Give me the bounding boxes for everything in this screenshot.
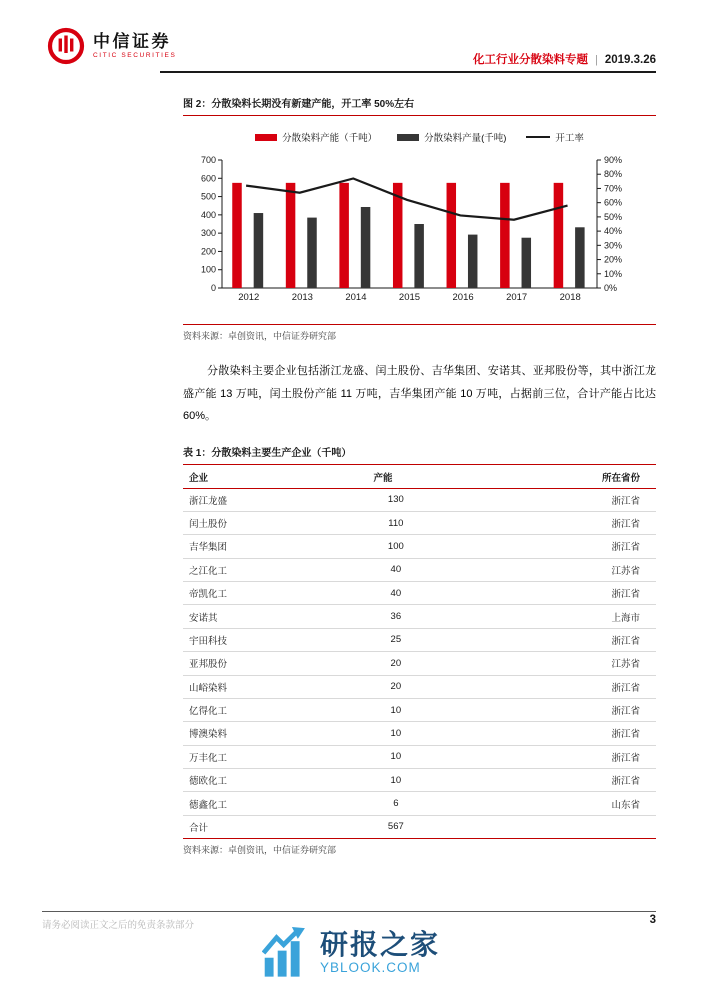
table-cell: 德鑫化工 bbox=[183, 792, 367, 815]
table-row bbox=[183, 511, 656, 534]
table-row bbox=[183, 769, 656, 792]
bars-series-0 bbox=[232, 183, 563, 288]
body-paragraph: 分散染料主要企业包括浙江龙盛、闰土股份、吉华集团、安诺其、亚邦股份等，其中浙江龙盛产能 13 万吨，闰土股份产能 11 万吨，吉华集团产能 10 万吨，占据前三位，合计产能占比达 60%。 bbox=[183, 365, 656, 422]
table-cell: 上海市 bbox=[424, 605, 656, 628]
legend-swatch-2 bbox=[526, 136, 550, 138]
table-cell: 20 bbox=[367, 675, 424, 698]
table-cell: 吉华集团 bbox=[183, 535, 367, 558]
chart bbox=[183, 152, 656, 307]
table-cell: 110 bbox=[367, 511, 424, 534]
table-cell: 德欧化工 bbox=[183, 769, 367, 792]
x-axis-tick-label: 2013 bbox=[291, 292, 313, 302]
table-cell: 亚邦股份 bbox=[183, 652, 367, 675]
table-row bbox=[183, 792, 656, 815]
main-content bbox=[183, 95, 656, 856]
y2-axis-tick-label: 50% bbox=[604, 211, 623, 222]
table-row bbox=[183, 745, 656, 768]
citic-logo-icon bbox=[46, 26, 86, 66]
x-axis-tick-label: 2014 bbox=[345, 292, 367, 302]
watermark-chart-icon bbox=[262, 927, 310, 979]
y2-axis-tick-label: 20% bbox=[604, 254, 623, 265]
table-cell: 之江化工 bbox=[183, 558, 367, 581]
table-row bbox=[183, 675, 656, 698]
logo-en: CITIC SECURITIES bbox=[93, 52, 177, 59]
legend-item bbox=[526, 130, 584, 144]
legend-label: 分散染料产能（千吨） bbox=[282, 133, 378, 144]
title-divider: | bbox=[594, 54, 598, 66]
y2-axis-tick-label: 60% bbox=[604, 197, 623, 208]
x-axis-tick-label: 2015 bbox=[398, 292, 421, 302]
table-cell: 万丰化工 bbox=[183, 745, 367, 768]
total-row bbox=[183, 815, 656, 838]
table-cell: 10 bbox=[367, 745, 424, 768]
table-header-row bbox=[183, 465, 656, 489]
footer-rule bbox=[42, 911, 656, 912]
figure-caption: 图 2：分散染料长期没有新建产能，开工率 50%左右 bbox=[183, 95, 656, 116]
header-rule bbox=[160, 71, 656, 73]
table-cell: 20 bbox=[367, 652, 424, 675]
y-axis-tick-label: 100 bbox=[200, 264, 216, 275]
legend-swatch-1 bbox=[397, 134, 419, 141]
watermark bbox=[262, 927, 440, 979]
legend-item bbox=[397, 130, 506, 144]
table-cell: 130 bbox=[367, 488, 424, 511]
table-row bbox=[183, 488, 656, 511]
table-cell: 江苏省 bbox=[424, 558, 656, 581]
table-cell: 亿得化工 bbox=[183, 698, 367, 721]
table-cell: 10 bbox=[367, 698, 424, 721]
figure-source: 资料来源：卓创资讯，中信证券研究部 bbox=[183, 331, 337, 341]
table-row bbox=[183, 605, 656, 628]
table-cell: 浙江省 bbox=[424, 582, 656, 605]
chart-legend bbox=[183, 130, 656, 144]
x-axis-tick-label: 2017 bbox=[506, 292, 528, 302]
table-cell: 浙江省 bbox=[424, 769, 656, 792]
y2-axis-tick-label: 10% bbox=[604, 268, 623, 279]
report-title: 化工行业分散染料专题 bbox=[472, 54, 588, 66]
y-axis-tick-label: 300 bbox=[200, 228, 216, 239]
column-header: 产能 bbox=[367, 465, 424, 489]
table-cell: 浙江省 bbox=[424, 628, 656, 651]
company-table bbox=[183, 465, 656, 840]
table-cell: 6 bbox=[367, 792, 424, 815]
table-cell: 40 bbox=[367, 582, 424, 605]
table-cell: 10 bbox=[367, 769, 424, 792]
x-axis-tick-label: 2012 bbox=[238, 292, 260, 302]
table-cell: 江苏省 bbox=[424, 652, 656, 675]
footer-disclaimer: 请务必阅读正文之后的免责条款部分 bbox=[42, 920, 195, 931]
column-header: 所在省份 bbox=[424, 465, 656, 489]
y2-axis-tick-label: 30% bbox=[604, 240, 623, 251]
page-number: 3 bbox=[649, 914, 656, 926]
table-row bbox=[183, 558, 656, 581]
y-axis-tick-label: 200 bbox=[200, 246, 216, 257]
table-row bbox=[183, 722, 656, 745]
table-row bbox=[183, 698, 656, 721]
y-axis-tick-label: 600 bbox=[200, 173, 216, 184]
table-cell: 山东省 bbox=[424, 792, 656, 815]
y2-axis-tick-label: 80% bbox=[604, 169, 623, 180]
table-1 bbox=[183, 444, 656, 857]
bars-series-1 bbox=[254, 207, 585, 288]
table-cell: 25 bbox=[367, 628, 424, 651]
table-cell: 闰土股份 bbox=[183, 511, 367, 534]
y-axis-tick-label: 400 bbox=[200, 209, 216, 220]
y2-axis-tick-label: 70% bbox=[604, 183, 623, 194]
table-cell: 山峪染料 bbox=[183, 675, 367, 698]
watermark-url: YBLOOK.COM bbox=[319, 960, 421, 975]
figure-2 bbox=[183, 95, 656, 342]
header-title-block bbox=[473, 51, 656, 67]
table-cell: 浙江省 bbox=[424, 675, 656, 698]
table-cell: 10 bbox=[367, 722, 424, 745]
legend-item bbox=[255, 130, 377, 144]
table-cell: 浙江省 bbox=[424, 722, 656, 745]
table-cell: 帝凯化工 bbox=[183, 582, 367, 605]
x-axis-tick-label: 2018 bbox=[559, 292, 581, 302]
table-cell: 36 bbox=[367, 605, 424, 628]
column-header: 企业 bbox=[183, 465, 367, 489]
table-cell: 浙江省 bbox=[424, 488, 656, 511]
report-date: 2019.3.26 bbox=[604, 54, 656, 66]
logo-cn: 中信证券 bbox=[93, 32, 171, 51]
table-cell: 浙江省 bbox=[424, 535, 656, 558]
y-axis-tick-label: 500 bbox=[200, 191, 216, 202]
table-cell: 安诺其 bbox=[183, 605, 367, 628]
table-row bbox=[183, 535, 656, 558]
chart-svg bbox=[183, 152, 656, 302]
y2-axis-tick-label: 0% bbox=[604, 283, 618, 293]
table-cell: 浙江省 bbox=[424, 745, 656, 768]
table-cell: 博澳染料 bbox=[183, 722, 367, 745]
y2-axis-tick-label: 40% bbox=[604, 226, 623, 237]
legend-label: 开工率 bbox=[555, 133, 584, 144]
y-axis-tick-label: 0 bbox=[210, 283, 216, 293]
table-cell: 浙江龙盛 bbox=[183, 488, 367, 511]
y2-axis-tick-label: 90% bbox=[604, 155, 623, 165]
citic-logo bbox=[46, 26, 176, 66]
table-cell: 浙江省 bbox=[424, 698, 656, 721]
table-cell: 40 bbox=[367, 558, 424, 581]
x-axis-tick-label: 2016 bbox=[452, 292, 474, 302]
watermark-title: 研报之家 bbox=[319, 929, 441, 960]
chart-axes bbox=[218, 160, 601, 288]
y-axis-tick-label: 700 bbox=[200, 155, 216, 165]
table-cell: 567 bbox=[367, 815, 424, 838]
table-caption: 表 1：分散染料主要生产企业（千吨） bbox=[183, 444, 656, 465]
legend-swatch-0 bbox=[255, 134, 277, 141]
table-row bbox=[183, 628, 656, 651]
table-source: 资料来源：卓创资讯，中信证券研究部 bbox=[183, 845, 337, 856]
table-row bbox=[183, 652, 656, 675]
table-cell bbox=[424, 815, 656, 838]
legend-label: 分散染料产量(千吨) bbox=[424, 133, 507, 144]
table-cell: 宇田科技 bbox=[183, 628, 367, 651]
table-cell: 100 bbox=[367, 535, 424, 558]
table-cell: 浙江省 bbox=[424, 511, 656, 534]
table-row bbox=[183, 582, 656, 605]
table-cell: 合计 bbox=[183, 815, 367, 838]
